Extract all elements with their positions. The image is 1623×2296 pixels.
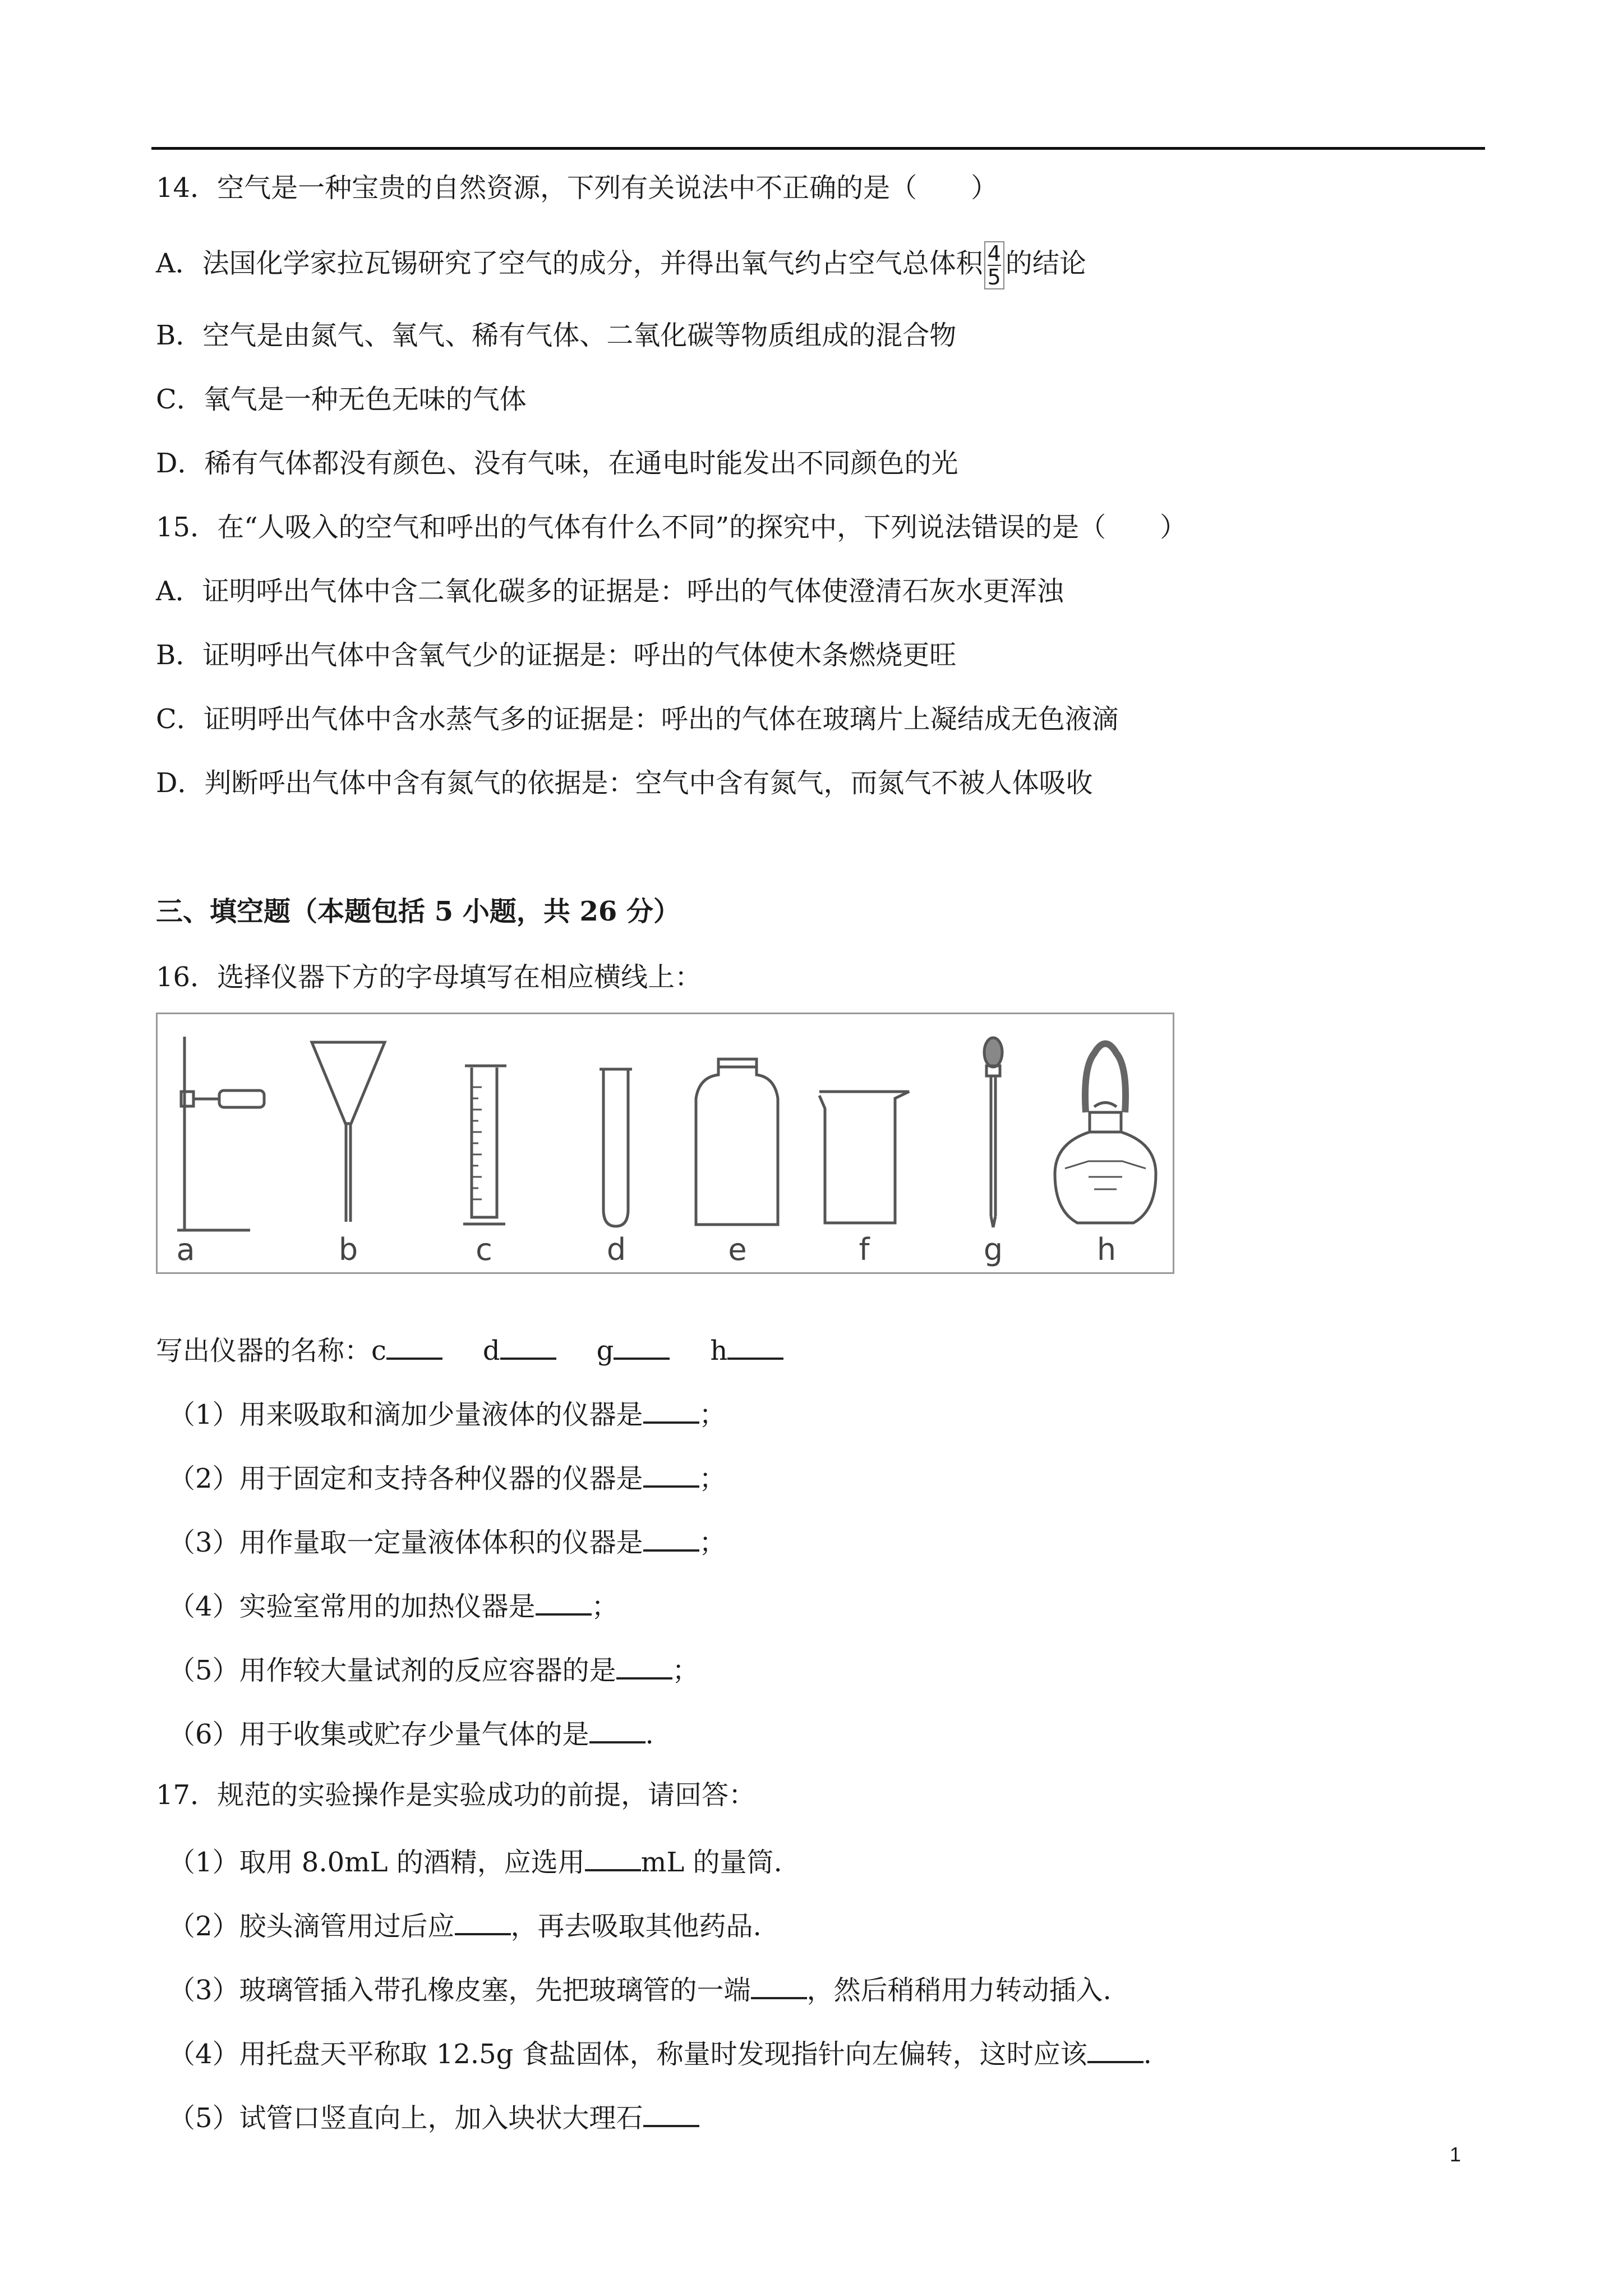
q16-names-prefix: 写出仪器的名称： <box>156 1335 372 1366</box>
section-title: 三、填空题（本题包括 5 小题，共 26 分） <box>156 896 681 927</box>
q17-item-4-end: . <box>1143 2039 1152 2070</box>
answer-blank[interactable] <box>643 1522 699 1552</box>
answer-blank[interactable] <box>643 1395 699 1424</box>
q14-option-c: C．氧气是一种无色无味的气体 <box>156 384 527 415</box>
lab-apparatus-figure <box>156 1013 1174 1274</box>
q17-item-2 <box>168 1906 762 1943</box>
q16-item-2-end: ； <box>699 1463 726 1494</box>
fraction <box>984 241 1004 289</box>
q17-item-1-text: （1）取用 8.0mL 的酒精，应选用 <box>168 1847 585 1878</box>
q17-item-3 <box>168 1970 1112 2007</box>
answer-blank[interactable] <box>1087 2034 1144 2063</box>
graduated-cylinder-drawing <box>463 1066 506 1224</box>
alcohol-lamp-drawing <box>1055 1044 1156 1223</box>
answer-blank[interactable] <box>643 2098 699 2127</box>
funnel-drawing <box>312 1042 385 1222</box>
names-g-label: g <box>596 1335 614 1366</box>
figure-label-g: g <box>983 1232 1003 1267</box>
q17-item-4 <box>168 2034 1152 2071</box>
iron-stand-drawing <box>177 1037 264 1230</box>
q15-option-d: D．判断呼出气体中含有氮气的依据是：空气中含有氮气，而氮气不被人体吸收 <box>156 767 1093 799</box>
q14-stem: 14．空气是一种宝贵的自然资源，下列有关说法中不正确的是（ ） <box>156 172 998 204</box>
q15-option-c: C．证明呼出气体中含水蒸气多的证据是：呼出的气体在玻璃片上凝结成无色液滴 <box>156 703 1119 735</box>
figure-label-a: a <box>176 1232 195 1267</box>
q16-item-1-text: （1）用来吸取和滴加少量液体的仪器是 <box>168 1399 643 1430</box>
q17-item-5-text: （5）试管口竖直向上，加入块状大理石 <box>168 2102 643 2134</box>
q17-item-4-text: （4）用托盘天平称取 12.5g 食盐固体，称量时发现指针向左偏转，这时应该 <box>168 2039 1087 2070</box>
q16-item-3-end: ； <box>699 1527 726 1558</box>
figure-label-e: e <box>728 1232 747 1267</box>
fraction-denominator: 5 <box>987 265 1001 289</box>
q15-stem: 15．在“人吸入的空气和呼出的气体有什么不同”的探究中，下列说法错误的是（ ） <box>156 512 1187 543</box>
fraction-numerator: 4 <box>987 241 1001 266</box>
names-h-label: h <box>710 1335 728 1366</box>
figure-label-h: h <box>1096 1232 1117 1267</box>
q16-item-6-text: （6）用于收集或贮存少量气体的是 <box>168 1719 589 1750</box>
q14-option-a-text: A．法国化学家拉瓦锡研究了空气的成分，并得出氧气约占空气总体积 <box>156 247 983 279</box>
q16-item-6-end: . <box>645 1719 654 1750</box>
q17-item-3-text: （3）玻璃管插入带孔橡皮塞，先把玻璃管的一端 <box>168 1975 751 2006</box>
q16-item-4 <box>168 1586 619 1623</box>
q16-item-3 <box>168 1522 726 1559</box>
answer-blank[interactable] <box>455 1906 511 1935</box>
q16-item-1-end: ； <box>699 1399 726 1430</box>
q16-item-5 <box>168 1650 699 1687</box>
q16-item-6 <box>168 1714 654 1751</box>
gas-bottle-drawing <box>696 1059 778 1225</box>
beaker-drawing <box>819 1092 909 1223</box>
answer-blank[interactable] <box>751 1970 807 1999</box>
q16-names-line <box>156 1331 783 1368</box>
q15-option-a: A．证明呼出气体中含二氧化碳多的证据是：呼出的气体使澄清石灰水更浑浊 <box>156 576 1064 607</box>
q16-item-3-text: （3）用作量取一定量液体体积的仪器是 <box>168 1527 643 1558</box>
q16-stem: 16．选择仪器下方的字母填写在相应横线上： <box>156 961 702 993</box>
page-number: 1 <box>1450 2143 1461 2166</box>
answer-blank-h[interactable] <box>727 1331 783 1360</box>
answer-blank[interactable] <box>536 1586 592 1616</box>
q16-item-5-end: ； <box>672 1655 699 1686</box>
answer-blank[interactable] <box>616 1650 672 1680</box>
q17-item-2-end: ，再去吸取其他药品. <box>510 1911 762 1942</box>
q16-item-2 <box>168 1458 726 1496</box>
q15-option-b: B．证明呼出气体中含氧气少的证据是：呼出的气体使木条燃烧更旺 <box>156 639 957 671</box>
header-rule <box>151 147 1485 150</box>
q14-option-a-suffix: 的结论 <box>1005 247 1086 279</box>
q17-item-1 <box>168 1842 782 1879</box>
answer-blank-g[interactable] <box>614 1331 670 1360</box>
q16-item-4-end: ； <box>591 1591 619 1622</box>
q14-option-a <box>156 241 1086 289</box>
q17-item-5 <box>168 2098 699 2135</box>
figure-label-c: c <box>476 1232 492 1267</box>
q16-item-2-text: （2）用于固定和支持各种仪器的仪器是 <box>168 1463 643 1494</box>
answer-blank-d[interactable] <box>500 1331 556 1360</box>
figure-label-d: d <box>606 1232 626 1267</box>
answer-blank[interactable] <box>589 1714 645 1743</box>
q17-item-3-end: ，然后稍稍用力转动插入. <box>806 1975 1112 2006</box>
q16-item-5-text: （5）用作较大量试剂的反应容器的是 <box>168 1655 616 1686</box>
answer-blank-c[interactable] <box>386 1331 442 1360</box>
names-c-label: c <box>371 1335 386 1366</box>
answer-blank[interactable] <box>585 1842 641 1871</box>
q17-item-1-end: mL 的量筒. <box>640 1847 782 1878</box>
answer-blank[interactable] <box>643 1458 699 1488</box>
names-d-label: d <box>482 1335 500 1366</box>
q17-item-2-text: （2）胶头滴管用过后应 <box>168 1911 455 1942</box>
dropper-drawing <box>984 1038 1002 1227</box>
q14-option-d: D．稀有气体都没有颜色、没有气味，在通电时能发出不同颜色的光 <box>156 448 958 479</box>
q16-item-4-text: （4）实验室常用的加热仪器是 <box>168 1591 536 1622</box>
q14-option-b: B．空气是由氮气、氧气、稀有气体、二氧化碳等物质组成的混合物 <box>156 320 957 351</box>
q16-item-1 <box>168 1395 726 1432</box>
figure-label-f: f <box>859 1232 870 1267</box>
test-tube-drawing <box>600 1069 632 1226</box>
q17-stem: 17．规范的实验操作是实验成功的前提，请回答： <box>156 1779 756 1811</box>
apparatus-drawings <box>158 1014 1173 1272</box>
figure-label-b: b <box>338 1232 358 1267</box>
